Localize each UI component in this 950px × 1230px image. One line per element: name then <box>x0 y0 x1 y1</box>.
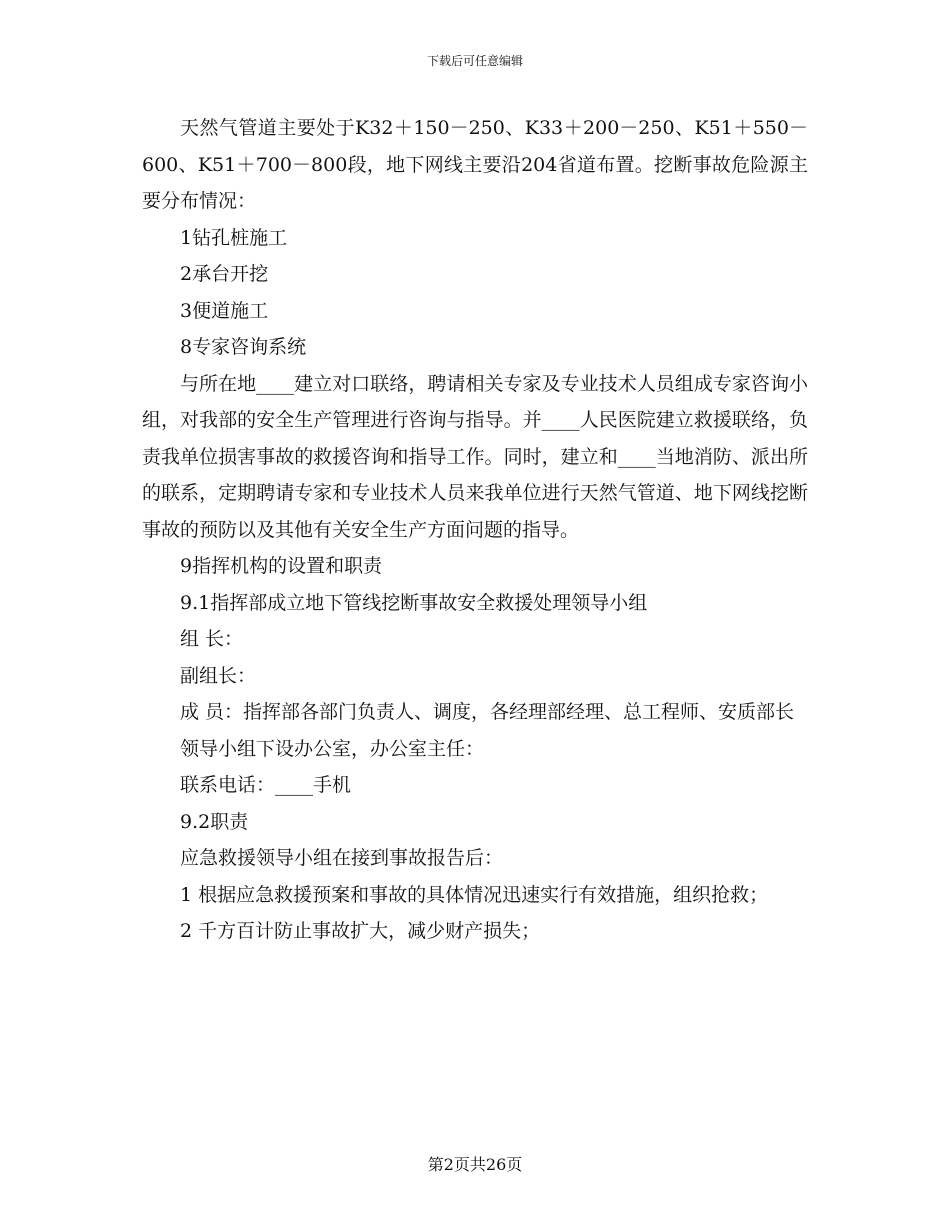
list-item-duty-2: 2 千方百计防止事故扩大，减少财产损失； <box>180 920 541 942</box>
list-item-access-road: 3便道施工 <box>180 299 269 322</box>
paragraph-duties-intro: 应急救援领导小组在接到事故报告后： <box>180 847 504 869</box>
field-office-director: 领导小组下设办公室，办公室主任： <box>180 737 485 760</box>
list-item-duty-1: 1 根据应急救援预案和事故的具体情况迅速实行有效措施，组织抢救； <box>180 883 769 906</box>
paragraph-pipeline-locations: 天然气管道主要处于K32＋150－250、K33＋200－250、K51＋550－600、K51＋700－800段，地下网线主要沿204省道布置。挖断事故危险源主要分布情况： <box>142 117 808 212</box>
field-contact-phone: 联系电话：____手机 <box>180 774 352 796</box>
section-heading-command: 9指挥机构的设置和职责 <box>180 555 383 577</box>
list-item-bored-pile: 1钻孔桩施工 <box>180 226 288 249</box>
section-heading-expert-system: 8专家咨询系统 <box>180 336 307 358</box>
paragraph-expert-consultation: 与所在地____建立对口联络，聘请相关专家及专业技术人员组成专家咨询小组，对我部的安全生产管理进行咨询与指导。并____人民医院建立救援联络，负责我单位损害事故的救援咨询和指导工作。同时，建立和____当地消防、派出所的联系，定期聘请专家和专业技术人员来我单位进行天然气管道、地下网线挖断事故的预防以及其他有关安全生产方面问题的指导。 <box>142 372 808 541</box>
field-deputy-leader: 副组长： <box>180 664 257 687</box>
subsection-heading-duties: 9.2职责 <box>180 810 249 833</box>
field-group-leader: 组 长： <box>180 628 244 650</box>
subsection-heading-leading-group: 9.1指挥部成立地下管线挖断事故安全救援处理领导小组 <box>180 591 648 614</box>
list-item-cap-excavation: 2承台开挖 <box>180 263 269 285</box>
field-members: 成 员：指挥部各部门负责人、调度，各经理部经理、总工程师、安质部长 <box>180 701 795 723</box>
document-body <box>142 110 808 950</box>
page-header: 下载后可任意编辑 <box>426 54 523 68</box>
page-footer: 第2页共26页 <box>427 1155 523 1174</box>
